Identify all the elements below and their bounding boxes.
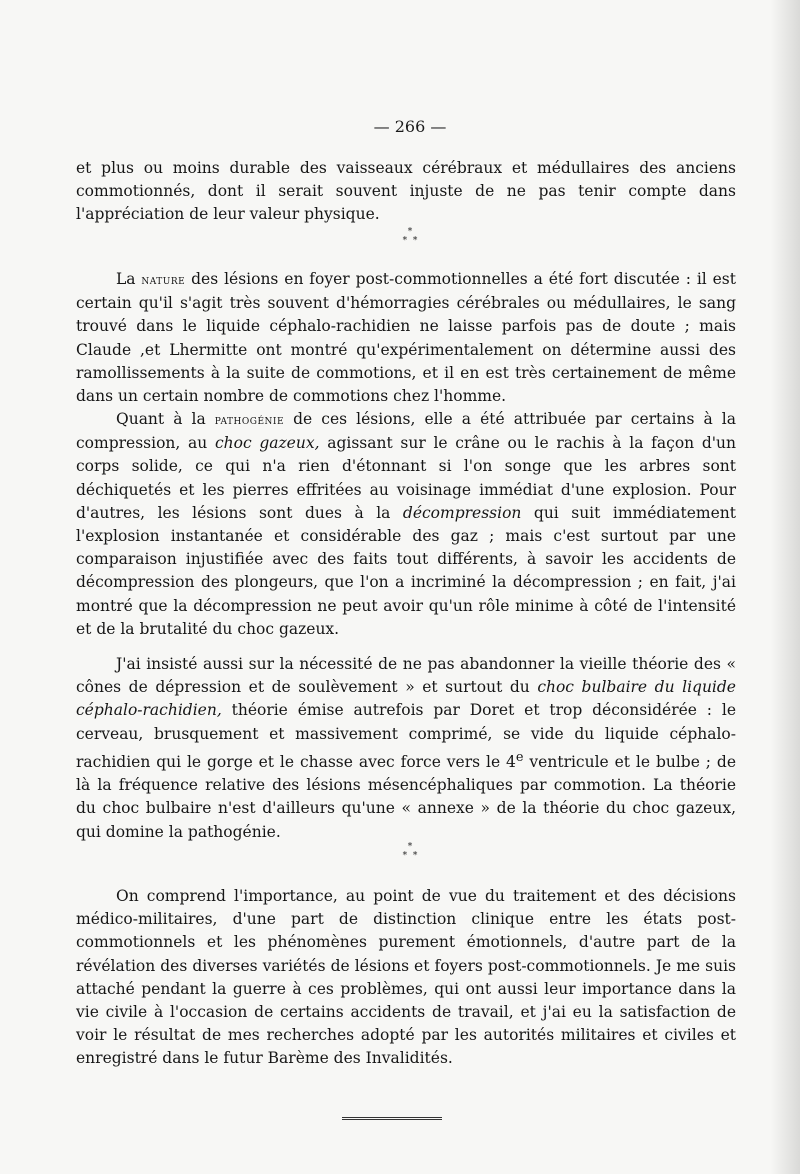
paragraph-nature — [76, 268, 736, 408]
paragraph-continuation: et plus ou moins durable des vaisseaux cérébraux et médullaires des anciens commotionnés, dont il serait souvent injuste de ne pas tenir compte dans l'appréciation de leur valeur physique. — [76, 159, 736, 224]
text-run: agissant sur le crâne ou le rachis à la façon d'un corps solide, ce qui n'a rien d'étonnant si l'on songe que les arbres sont déchiquetés et les pierres effritées au voisinage immédiat d'une explosion. Pour d'autres, les lésions sont dues à la — [76, 434, 736, 522]
text-run: J'ai insisté aussi sur la nécessité de ne pas abandonner la vieille théorie des « cônes de dépression et de soulèvement » et surtout du — [76, 655, 736, 697]
small-caps-term: pathogénie — [214, 412, 285, 428]
paragraph-choc-bulbaire — [76, 653, 736, 844]
asterism-bottom: * * — [402, 236, 418, 246]
page-number: — 266 — — [373, 117, 447, 136]
asterism-top: * — [407, 842, 413, 852]
italic-term: choc gazeux, — [214, 434, 320, 453]
text-run: des lésions en foyer post-commotionnelles a été fort discutée : il est certain qu'il s'agit très souvent d'hémorragies cérébrales ou médullaires, le sang trouvé dans le liquide céphalo-rachidien ne laisse parfois pas de doute ; mais Claude ,et Lhermitte ont montré qu'expérimentalement on détermine aussi des ramollissements à la suite de commotions, et il en est très certainement de même dans un certain nombre de commotions chez l'homme. — [76, 270, 736, 406]
superscript: e — [515, 749, 524, 765]
text-run: théorie émise autrefois par Doret et trop déconsidérée : le cerveau, brusquement et massivement comprimé, se vide du liquide céphalo-rachidien qui le gorge et le chasse avec force vers le 4 — [76, 701, 736, 771]
text-run: qui suit immédiatement l'explosion instantanée et considérable des gaz ; mais c'est surtout par une comparaison injustifiée avec des faits tout différents, à savoir les accidents de décompression des plongeurs, que l'on a incriminé la décompression ; en fait, j'ai montré que la décompression ne peut avoir qu'un rôle minime à côté de l'intensité et de la brutalité du choc gazeux. — [76, 503, 736, 638]
text-run: Quant à la — [116, 410, 215, 428]
text-run: La — [116, 270, 142, 288]
italic-term: choc bulbaire du liquide céphalo-rachidien, — [76, 678, 736, 720]
asterism-top: * — [407, 227, 413, 237]
paragraph-conclusion: On comprend l'importance, au point de vue du traitement et des décisions médico-militaires, d'une part de distinction clinique entre les états post-commotionnels et les phénomènes purement émotionnels, d'autre part de la révélation des diverses variétés de lésions et foyers post-commotionnels. Je me suis attaché pendant la guerre à ces problèmes, qui ont aussi leur importance dans la vie civile à l'occasion de certains accidents de travail, et j'ai eu la satisfaction de voir le résultat de mes recherches adopté par les autorités militaires et civiles et enregistré dans le futur Barème des Invalidités. — [76, 887, 736, 1068]
asterism-bottom: * * — [402, 851, 418, 861]
section-break-asterisks — [0, 228, 800, 246]
section-break-asterisks — [0, 843, 800, 861]
italic-term: décompression — [402, 503, 522, 522]
paragraph-pathogenie — [76, 408, 736, 641]
small-caps-term: nature — [141, 272, 186, 288]
text-run: ventricule et le bulbe ; de là la fréquence relative des lésions mésencéphaliques par commotion. La théorie du choc bulbaire n'est d'ailleurs qu'une « annexe » de la théorie du choc gazeux, qui domine la pathogénie. — [76, 752, 737, 841]
page-edge-shadow — [770, 0, 800, 1174]
text-run: de ces lésions, elle a été attribuée par certains à la compression, au — [76, 410, 736, 453]
end-rule-divider — [342, 1117, 442, 1120]
